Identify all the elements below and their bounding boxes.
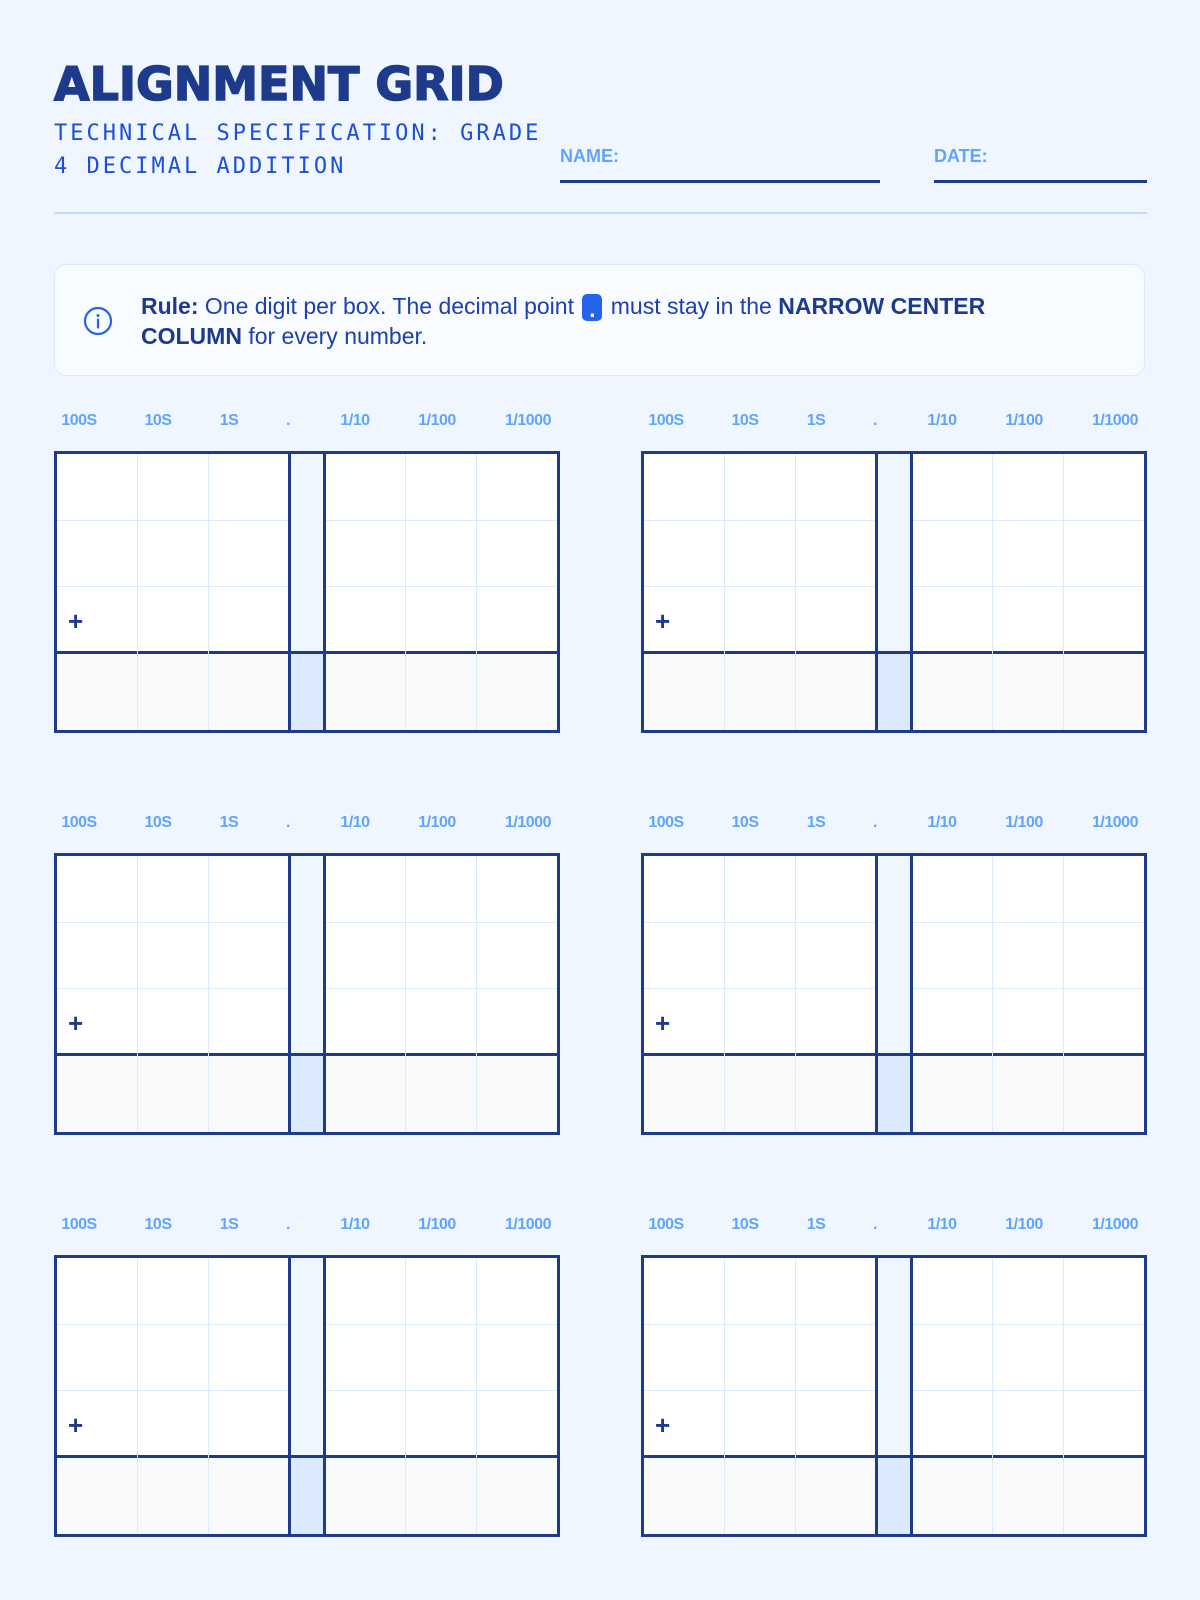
alignment-grid[interactable]: [641, 1255, 1147, 1537]
place-value-label: 1/1000: [1092, 412, 1138, 429]
place-value-label: 100S: [648, 814, 684, 831]
place-value-label: 1S: [806, 814, 826, 831]
decimal-point-sum-cell[interactable]: [875, 1053, 913, 1132]
plus-sign: +: [655, 606, 671, 636]
decimal-point-sum-cell[interactable]: [875, 1455, 913, 1534]
sum-column-divider: [724, 651, 725, 730]
place-value-labels: [641, 1216, 1147, 1240]
worksheet-header: [54, 0, 1147, 214]
decimal-point-sum-cell[interactable]: [288, 1053, 326, 1132]
place-value-label: 1/100: [1005, 814, 1043, 831]
place-value-label: 1S: [219, 1216, 239, 1233]
place-value-label: 1/100: [418, 814, 456, 831]
place-value-label: 100S: [648, 1216, 684, 1233]
place-value-label: 1/100: [418, 1216, 456, 1233]
sum-column-divider: [992, 651, 993, 730]
sum-column-divider: [476, 1053, 477, 1132]
place-value-label: 10S: [144, 1216, 172, 1233]
place-value-label: 10S: [144, 412, 172, 429]
sum-column-divider: [476, 651, 477, 730]
sum-column-divider: [137, 651, 138, 730]
sum-column-divider: [476, 1455, 477, 1534]
place-value-label: 1/100: [1005, 1216, 1043, 1233]
alignment-grid[interactable]: [54, 451, 560, 733]
sum-column-divider: [137, 1053, 138, 1132]
plus-sign: +: [68, 1410, 84, 1440]
sum-column-divider: [724, 1053, 725, 1132]
sum-column-divider: [208, 1053, 209, 1132]
info-icon: [83, 306, 113, 336]
plus-sign: +: [68, 1008, 84, 1038]
date-field-label: DATE:: [934, 146, 988, 166]
plus-sign: +: [655, 1008, 671, 1038]
page-title: ALIGNMENT GRID: [54, 57, 504, 111]
place-value-label: 1/100: [1005, 412, 1043, 429]
sum-column-divider: [724, 1455, 725, 1534]
place-value-label: 1/1000: [505, 814, 551, 831]
sum-column-divider: [992, 1455, 993, 1534]
worksheet-page: [54, 0, 1147, 1440]
place-value-label: 1S: [219, 412, 239, 429]
place-value-label: 100S: [648, 412, 684, 429]
rule-emphasis: NARROW CENTER COLUMN: [141, 293, 986, 349]
alignment-grid[interactable]: [54, 853, 560, 1135]
sum-column-divider: [795, 1455, 796, 1534]
place-value-label: 100S: [61, 412, 97, 429]
sum-column-divider: [992, 1053, 993, 1132]
name-field-label: NAME:: [560, 146, 619, 166]
sum-column-divider: [795, 651, 796, 730]
place-value-label: 1/10: [927, 814, 957, 831]
place-value-label: 1/10: [927, 1216, 957, 1233]
alignment-grid[interactable]: [54, 1255, 560, 1537]
sum-column-divider: [1063, 1053, 1064, 1132]
rule-text-part-1: One digit per box. The decimal point: [198, 293, 581, 319]
place-value-labels: [641, 814, 1147, 838]
place-value-label: 100S: [61, 1216, 97, 1233]
place-value-label: .: [873, 1216, 877, 1233]
place-value-label: 1/10: [340, 412, 370, 429]
place-value-label: .: [286, 1216, 290, 1233]
rule-callout: [54, 264, 1145, 376]
sum-column-divider: [405, 1455, 406, 1534]
place-value-label: 100S: [61, 814, 97, 831]
sum-column-divider: [1063, 651, 1064, 730]
plus-sign: +: [68, 606, 84, 636]
place-value-label: 1/1000: [505, 412, 551, 429]
sum-column-divider: [137, 1455, 138, 1534]
place-value-label: .: [286, 412, 290, 429]
place-value-labels: [54, 814, 560, 838]
place-value-label: 10S: [731, 1216, 759, 1233]
place-value-label: 1S: [806, 1216, 826, 1233]
date-field[interactable]: [934, 146, 1147, 183]
place-value-label: 10S: [731, 412, 759, 429]
decimal-point-sum-cell[interactable]: [288, 651, 326, 730]
place-value-label: 1/1000: [1092, 1216, 1138, 1233]
rule-text-part-2: must stay in the: [604, 293, 779, 319]
sum-column-divider: [405, 651, 406, 730]
decimal-point-sum-cell[interactable]: [288, 1455, 326, 1534]
place-value-label: 1/10: [340, 1216, 370, 1233]
place-value-label: .: [873, 814, 877, 831]
page-subtitle: TECHNICAL SPECIFICATION: GRADE 4 DECIMAL ADDITION: [54, 121, 542, 179]
place-value-label: 10S: [144, 814, 172, 831]
place-value-label: .: [873, 412, 877, 429]
place-value-labels: [54, 412, 560, 436]
alignment-grid[interactable]: [641, 451, 1147, 733]
decimal-point-chip: .: [582, 294, 602, 321]
rule-text: [141, 291, 1061, 351]
place-value-label: 10S: [731, 814, 759, 831]
rule-prefix: Rule:: [141, 293, 199, 319]
name-field[interactable]: [560, 146, 880, 183]
sum-column-divider: [1063, 1455, 1064, 1534]
decimal-point-sum-cell[interactable]: [875, 651, 913, 730]
place-value-label: .: [286, 814, 290, 831]
place-value-label: 1/1000: [505, 1216, 551, 1233]
plus-sign: +: [655, 1410, 671, 1440]
place-value-label: 1/100: [418, 412, 456, 429]
place-value-labels: [641, 412, 1147, 436]
place-value-label: 1/1000: [1092, 814, 1138, 831]
place-value-label: 1S: [806, 412, 826, 429]
place-value-label: 1/10: [927, 412, 957, 429]
sum-column-divider: [208, 1455, 209, 1534]
sum-column-divider: [405, 1053, 406, 1132]
sum-column-divider: [795, 1053, 796, 1132]
place-value-label: 1/10: [340, 814, 370, 831]
rule-text-part-3: for every number.: [241, 323, 428, 349]
alignment-grid[interactable]: [641, 853, 1147, 1135]
place-value-label: 1S: [219, 814, 239, 831]
sum-column-divider: [208, 651, 209, 730]
place-value-labels: [54, 1216, 560, 1240]
